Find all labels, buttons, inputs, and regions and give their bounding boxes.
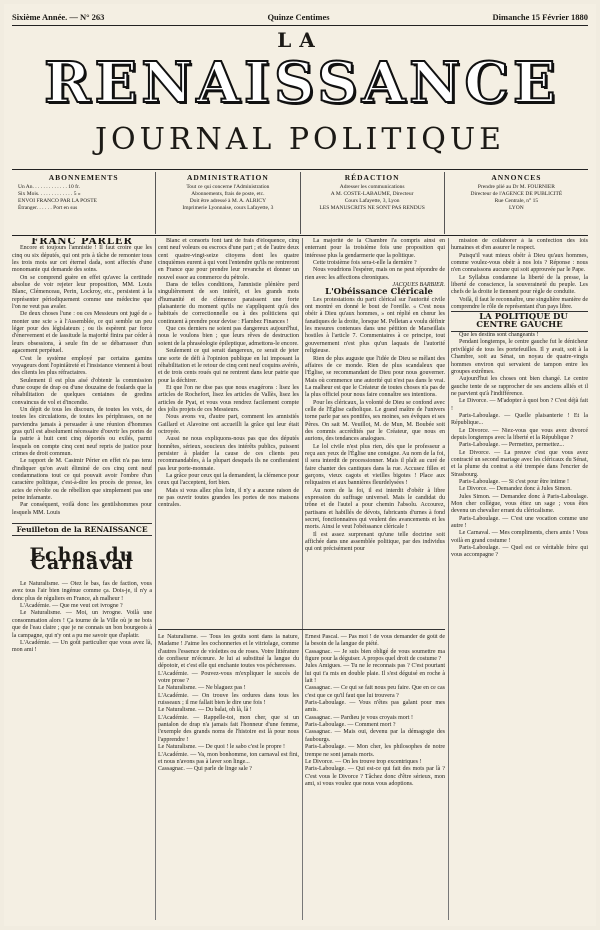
paragraph: On se comprend guère en effet qu'avec la certitude absolue de voir rejeter leur proposition, MM. Louis Blanc, Clémenceau, Perin, Lockroy, etc., persistent à la représenter périodiquement comme une médecine que l'on ne veut pas avaler. bbox=[12, 274, 152, 311]
dialogue-line: Cassagnac. — Mais oui, devenu par la démagogie des faubourgs. bbox=[305, 729, 445, 743]
paragraph: Aussi ne nous expliquons-nous pas que des députés honnêtes, sérieux, soucieux des intérêts publics, puissent persister à plaider la cause de ces clients peu recommandables, à la plupart desquels ils ne confieraient pas leur porte-monnaie. bbox=[158, 436, 299, 472]
dialogue-line: Le Naturalisme. — Otez le bas, fas de faction, vous avez tous l'air bien ingénue comme ça. Dois-je, il n'y a donc plus de réguliers en France, ah malheur ! bbox=[12, 581, 152, 602]
annonces-line: Rue Centrale, n° 15 bbox=[494, 198, 539, 204]
paragraph: Blanc et consorts font tant de frais d'éloquence, cinq cent neuf voleurs ou escrocs d'une part ; et de l'autre deux cent quatre-vingt-seize citoyens dont les quatre cinquièmes eurent à qui vont l'entendre qu'ils ne rentreront en France que pour prendre leur revanche et donner un nouvel essor au commerce du pétrole. bbox=[158, 238, 299, 281]
column-divider bbox=[302, 238, 303, 920]
paragraph: C'est le système employé par certains gamins voyageurs dont l'opiniâtreté et l'insistance viennent à bout des clients les plus réfractaires. bbox=[12, 355, 152, 377]
redaction-line: A M. COSTE-LABAUME, Directeur bbox=[330, 191, 414, 197]
paragraph: Mais si vous allez plus loin, il n'y a aucune raison de ne pas ouvrir toutes grandes les portes de nos maisons centrales. bbox=[158, 487, 299, 509]
paragraph: Encore et toujours l'amnistie ! Il faut croire que les cinq ou six députés, qui ont pris à tâche de remonter tous les trois mois sur cet éternel dada, sont affectés d'une monomanie qui demande des soins. bbox=[12, 245, 152, 274]
dialogue-line: Paris-Laboulage. — Permettez, permettez... bbox=[459, 442, 564, 449]
dialogue-line: Le Naturalisme. — Moi, un ivrogne. Voilà une consommation alors ! Ça tourne de la Ville où je ne bois que de l'eau claire ; que je ne connais un bon bourgeois à la campagne, qui n'y ont a pu me savoir que d'aplatir. bbox=[12, 610, 152, 639]
issue-date: Dimanche 15 Février 1880 bbox=[492, 12, 588, 22]
dialogue-line: Le Naturalisme. — De quoi ! le sabo c'est le propre ! bbox=[158, 744, 286, 751]
paragraph: Cette troisième fois sera-t-elle la dernière ? bbox=[313, 260, 417, 267]
dialogue-line: Ernest Pascal. — Pas moi ! de vous demander de goût de la besoin de la langue de piété. bbox=[305, 634, 445, 648]
dialogue-line: Cassagnac. — Qui parle de linge sale ? bbox=[158, 766, 252, 773]
dialogue-line: Cassagnac. — Ce qui se fait nous peu faire. Que en ce cas c'est que ce qu'il faut que lui trouvera ? bbox=[305, 685, 445, 699]
redaction-line: Cours Lafayette, 3, Lyon bbox=[344, 198, 400, 204]
annonces-heading: ANNONCES bbox=[491, 173, 542, 182]
masthead-article: LA bbox=[277, 28, 323, 52]
paragraph: Au nom de la foi, il est interdit d'obéir à libre expression du suffrage universel. Mais le candidat du trône et de l'autel a pour chemin l'absolu. Accourez, partisans et habillés de dévots, fabricants d'urnes à fond secret, fonctionnaires qui veulent des avancements et les morts. Ainsi le veut l'obéissance cléricale ! bbox=[305, 487, 445, 531]
paragraph: Par conséquent, voilà donc les gentilshommes pour lesquels MM. Louis bbox=[12, 502, 152, 516]
redaction-heading: RÉDACTION bbox=[344, 173, 400, 182]
paragraph: Il est assez surprenant qu'une telle doctrine soit affichée dans une assemblée politique, par des individus qui ont précisément pour bbox=[305, 531, 445, 553]
top-rule bbox=[12, 25, 588, 26]
paragraph: Puisqu'il vaut mieux obéir à Dieu qu'aux hommes, comme voulez-vous obéir à nos lois ? Réponse : nous n'en connaissons aucune qui soit approuvée par le Pape. bbox=[451, 252, 588, 274]
paragraph: Les protestations du parti clérical sur l'autorité civile ont montré en donné le bout de l'oreille. « C'est nous obéir à Dieu qu'aux hommes, » ont réplié en chœur les fanatiques de la droite, lorsque M. Pelletan a voulu définir les mesures contenues dans une pétition de Marseillais hostiles à l'article 7. Commentaires à ce principe, tout gouvernement n'est plus qu'un laquais de l'autorité religieuse. bbox=[305, 296, 445, 355]
dialogue-line: Paris-Laboulage. — Comment mort ? bbox=[305, 722, 396, 729]
feuilleton-divider bbox=[158, 629, 445, 630]
article-heading-centre-gauche: LA POLITIQUE DU CENTRE GAUCHE bbox=[451, 311, 588, 332]
abonnements-line: Étranger. . . . . . Port en sus bbox=[18, 205, 78, 211]
annonces-line: Prendre plié au Dr M. FOURNIER bbox=[477, 184, 555, 190]
feuilleton-column-2 bbox=[158, 634, 299, 922]
info-bottom-rule bbox=[12, 235, 588, 236]
dialogue-line: Paris-Laboulage. — Qui est-ce qui fait des mots par là ? C'est vous le Divorce ? Tâchez donc d'être sérieux, mon ami, si vous voulez que nous vous adoptions. bbox=[305, 766, 445, 787]
paragraph: Que les destins sont changeants ! bbox=[459, 332, 539, 339]
paragraph: Et que l'on ne dise pas que nous exagérons : lisez les articles de Rochefort, lisez les articles de Vallès, lisez les articles de Pyat, et vous vous rendrez facilement compte des jolis projets de ces Messieurs. bbox=[158, 384, 299, 413]
abonnements-line: ENVOI FRANCO PAR LA POSTE bbox=[18, 198, 97, 204]
echos-heading: Echos du Carnaval bbox=[29, 544, 135, 574]
column-4 bbox=[451, 238, 588, 922]
dialogue-line: Jules Simon. — Demandez donc à Paris-Laboulage. Mon cher collègue, vous étiez un sage ; vous êtes devenu un chevalier errant du cléricalisme. bbox=[451, 493, 588, 515]
dialogue-line: Le Naturalisme. — Du balai, oh là, là ! bbox=[158, 707, 252, 714]
issue-price: Quinze Centimes bbox=[267, 12, 330, 22]
newspaper-page bbox=[4, 4, 596, 926]
masthead-topline bbox=[12, 10, 588, 24]
dialogue-line: L'Académie. — On trouve les ordures dans tous les ruisseaux ; il me fallait bien le dire une fois ! bbox=[158, 692, 299, 707]
column-divider bbox=[448, 238, 449, 920]
paragraph: Le rapport de M. Casimir Périer en effet n'a pas tenu d'indiquer qu'on avait éliminé de ces cinq cent neuf condamnations tout ce qui pouvait avoir l'ombre d'un caractère politique, c'est-à-dire les procès de presse, les actes de révolte ou de rébellion que simplement pas une peine infamante. bbox=[12, 458, 152, 502]
paragraph: Pendant longtemps, le centre gauche fut le dénicheur privilégié de tous les portefeuilles. Il y avait, soit à la Chambre, soit au Sénat, un noyau de quatre-vingts hommes environ qui servaient de tampon entre les groupes extrêmes. bbox=[451, 339, 588, 375]
redaction-line: LES MANUSCRITS NE SONT PAS RENDUS bbox=[319, 205, 425, 211]
paragraph: Voilà, il faut le reconnaître, une singulière manière de comprendre le rôle de représentant d'un pays libre. bbox=[451, 296, 588, 311]
dialogue-line: L'Académie. — Un goût particulier que vous avez là, mon ami ! bbox=[12, 639, 152, 654]
paragraph: Pour les cléricaux, la volonté de Dieu se confond avec celle de l'Église catholique. Le grand maître de l'univers torne parle par ses pontifes, ses moines, ses évêques et ses Pères. On sait M. Veuillot, M. de Mun, M. Boubée soit des commis accrédités par le Créateur, que nous en aurions, des tendances analogues. bbox=[305, 399, 445, 443]
dialogue-line: L'Académie. — Que me veut cet ivrogne ? bbox=[20, 603, 123, 610]
column-3 bbox=[305, 238, 445, 626]
article-heading-franc-parler: FRANC PARLER bbox=[31, 238, 133, 247]
dialogue-line: Paris-Laboulage. — Si c'est pour être intime ! bbox=[459, 479, 570, 485]
paragraph: Nous avons vu, d'autre part, comment les amnistiés Gaillard et Alavoine ont accueilli la grâce qui leur était octroyée. bbox=[158, 414, 299, 435]
paragraph: Le lol civile n'est plus rien, dès que le professeur a reçu aux yeux de l'Église une consigne. Au nom de la foi, il sera interdit de processionner. Mais il plaît au curé de faire chanter des cantiques dans la rue. Accusez filles et garçons, vieux cagots et vieilles bigotes ! Place aux reliquaires et aux bannières fleurdelysées ! bbox=[305, 443, 445, 487]
administration-line: Imprimerie Lyonnaise, cours Lafayette, 3 bbox=[182, 205, 274, 211]
administration-heading: ADMINISTRATION bbox=[186, 173, 269, 182]
administration-line: Tout ce qui concerne l'Administration bbox=[186, 184, 270, 190]
paragraph: Seulement ce qui serait dangereux, ce serait de jeter une sorte de défi à l'opinion publique en lui imposant la réhabilitation et le retour de cinq cent neuf coquins avérés, et de trois cents roués qui ne rentrent dans leur patrie que pour la déchirer. bbox=[158, 348, 299, 384]
abonnements-line: Six Mois. . . . . . . . . . . . . 5 » bbox=[18, 191, 81, 197]
masthead-title: RENAISSANCE bbox=[44, 50, 560, 116]
dialogue-line: Le Divorce. — Niez-vous que vous avez divorcé depuis longtemps avec la liberté et la République ? bbox=[451, 427, 588, 441]
issue-number: Sixième Année. — N° 263 bbox=[12, 12, 105, 22]
dialogue-line: Paris-Laboulage. — Vous n'êtes pas galant pour mes amis. bbox=[305, 700, 445, 714]
dialogue-line: Le Divorce. — La preuve c'est que vous avez contracté un second mariage avec les cléricaux du Sénat, et la plume du contrat a été trempée dans l'encrier de Strasbourg. bbox=[451, 449, 588, 478]
feuilleton-banner: Feuilleton de la RENAISSANCE bbox=[12, 523, 152, 536]
dialogue-line: Le Divorce. — M'adopter à quoi bon ? C'est déjà fait ! bbox=[451, 398, 588, 412]
paragraph: La grâce pour ceux qui la demandent, la clémence pour ceux qui l'acceptent, fort bien. bbox=[158, 473, 299, 487]
paragraph: De deux choses l'une : ou ces Messieurs ont jugé de » monter une scie » à l'Assemblée, ce qui semble un peu léger pour des législateurs ; ou ils espèrent par force d'énervement et de lassitude la majorité finira par céder à leurs obsessions, à seule fin de se débarrasser d'un agacement perpétuel. bbox=[12, 311, 152, 355]
annonces-line: Directeur de l'AGENCE DE PUBLICITÉ bbox=[470, 191, 563, 197]
paragraph: La majorité de la Chambre l'a compris ainsi en enterrant pour la troisième fois une proposition qui intéresse plus la gendarmerie que la politique. bbox=[305, 238, 445, 259]
administration-line: Doit être adressé à M. A. ALRICY bbox=[189, 198, 267, 204]
paragraph: Aujourd'hui les choses ont bien changé. Le centre gauche tente de se rapprocher de ses anciens alliés et il ne parvient qu'à l'indifférence. bbox=[451, 376, 588, 397]
redaction-line: Adresser les communications bbox=[339, 184, 405, 190]
dialogue-line: Le Naturalisme. — Ne blaguez pas ! bbox=[158, 685, 246, 692]
dialogue-line: Paris-Laboulage. — C'est une vocation comme une autre ! bbox=[451, 515, 588, 530]
column-divider bbox=[155, 238, 156, 920]
dialogue-line: L'Académie. — Va, mon bonhomme, ton carnaval est fini, et nous n'avons pas à laver son linge... bbox=[158, 751, 299, 765]
info-redaction bbox=[300, 172, 444, 234]
dialogue-line: Paris-Laboulage. — Mon cher, les philosophes de notre trempe ne sont jamais morts. bbox=[305, 744, 445, 758]
info-abonnements bbox=[12, 172, 155, 234]
dialogue-line: L'Académie. — Rappelle-toi, mon cher, que si un pantalon de drap n'a jamais fait l'honneur d'une femme, l'exemple des grands noms de l'histoire est là pour nous l'apprendre ! bbox=[158, 714, 299, 743]
dialogue-line: Le Divorce. — On les trouve trop excentriques ! bbox=[305, 758, 422, 765]
article-signature: JACQUES BARBIER. bbox=[392, 282, 445, 289]
info-bar bbox=[12, 172, 588, 234]
paragraph: Le Syllabus condamne la liberté de la presse, la liberté de conscience, la souveraineté du peuple. Les chefs de la droite le tiennent pour règle de conduite. bbox=[451, 274, 588, 296]
column-1 bbox=[12, 238, 152, 922]
paragraph: Nous voudrions l'espérer, mais on ne peut répondre de rien avec les affections chroniques. bbox=[305, 267, 445, 281]
abonnements-line: Un An. . . . . . . . . . . . . 10 fr. bbox=[18, 184, 80, 190]
dialogue-line: Le Divorce. — Demandez donc à Jules Simon. bbox=[459, 486, 572, 493]
dialogue-line: L'Académie. — Pouvez-vous m'expliquer le succès de votre prose ? bbox=[158, 670, 299, 685]
annonces-line: LYON bbox=[509, 205, 524, 211]
paragraph: Rien de plus auguste que l'idée de Dieu se mêlant des affaires de ce monde. Rien de plus scandaleux que l'Église, se recommandant de Dieu pour nous gouverner. Mais où commence une autorité qui n'est pas dans le vrai. La malheur est que le Créateur de toutes choses n'a pas de la plus officiel pour nous faire connaître ses intentions. bbox=[305, 355, 445, 399]
info-annonces bbox=[444, 172, 588, 234]
article-heading-obeissance: L'Obéissance Cléricale bbox=[325, 287, 433, 298]
dialogue-line: Paris-Laboulage. — Quelle plaisanterie ! Et la République... bbox=[451, 412, 588, 427]
info-administration bbox=[155, 172, 299, 234]
dialogue-line: Cassagnac. — Pardieu je vous croyais mort ! bbox=[305, 714, 413, 721]
masthead-subtitle: JOURNAL POLITIQUE bbox=[94, 122, 506, 157]
column-2 bbox=[158, 238, 299, 626]
administration-line: Abonnements, frais de poste, etc. bbox=[191, 191, 265, 197]
dialogue-line: Le Naturalisme. — Tous les goûts sont dans la nature, Madame ! J'aime les cochonneries et le vitriolage, comme d'autres l'essence de violettes ou de roses. Votre littérature de confiseur m'écœure. Je lui ai substitué la langue du dépotoir, et c'est elle qui enchante toutes vos pécheresses. bbox=[158, 634, 299, 670]
paragraph: Que ces derniers ne soient pas dangereux aujourd'hui, nous le voulons bien ; que leurs rêves de destruction soient de la phraséologie épileptique, admettons-le encore. bbox=[158, 326, 299, 347]
dialogue-line: Jules Amigues. — Tu ne le reconnais pas ? C'est pourtant lui qui t'a mis en double plaie. Il s'est déguisé en roche à lait ! bbox=[305, 663, 445, 685]
dialogue-line: Le Carnaval. — Mes compliments, chers amis ! Vous voilà en grand costume ! bbox=[451, 530, 588, 544]
paragraph: mission de collaborer à la confection des lois humaines et d'en assurer le respect. bbox=[451, 238, 588, 252]
dialogue-line: Cassagnac. — Je suis bien obligé de vous soumettre ma figure pour la déguiser. A propos quel droit de costume ? bbox=[305, 648, 445, 663]
info-top-rule bbox=[12, 169, 588, 170]
feuilleton-column-3 bbox=[305, 634, 445, 922]
paragraph: Un dépit de tous les discours, de toutes les voix, de toutes les circulations, de toutes les périphrases, on ne parviendra jamais à persuader à une réunion d'hommes gras qu'il est absolument nécessaire d'ouvrir les portes de la patrie à huit cent cinq déportés ou exilés, parmi lesquels on compte cinq cent neuf repris de justice pour crimes de droit commun. bbox=[12, 406, 152, 457]
paragraph: Seulement il est plus aisé d'obtenir la commission d'une coupe de drap ou d'une douzaine de foulards que la réhabilitation de quelques centaines de gredins convaincus de vol et d'incendie. bbox=[12, 377, 152, 406]
dialogue-line: Paris-Laboulage. — Quel est ce véritable frère qui vous accompagne ? bbox=[451, 545, 588, 559]
abonnements-heading: ABONNEMENTS bbox=[48, 173, 119, 182]
paragraph: Dans de telles conditions, l'amnistie plénière perd singulièrement de son intérêt, et les grands mots d'humanité et de clémence paraissent une forte plaisanterie du moment qu'ils ne s'appliquent qu'à des habitués de correctionnelle ou à des politiciens qui continuent à prendre pour devise : Flambez Finances ! bbox=[158, 282, 299, 325]
